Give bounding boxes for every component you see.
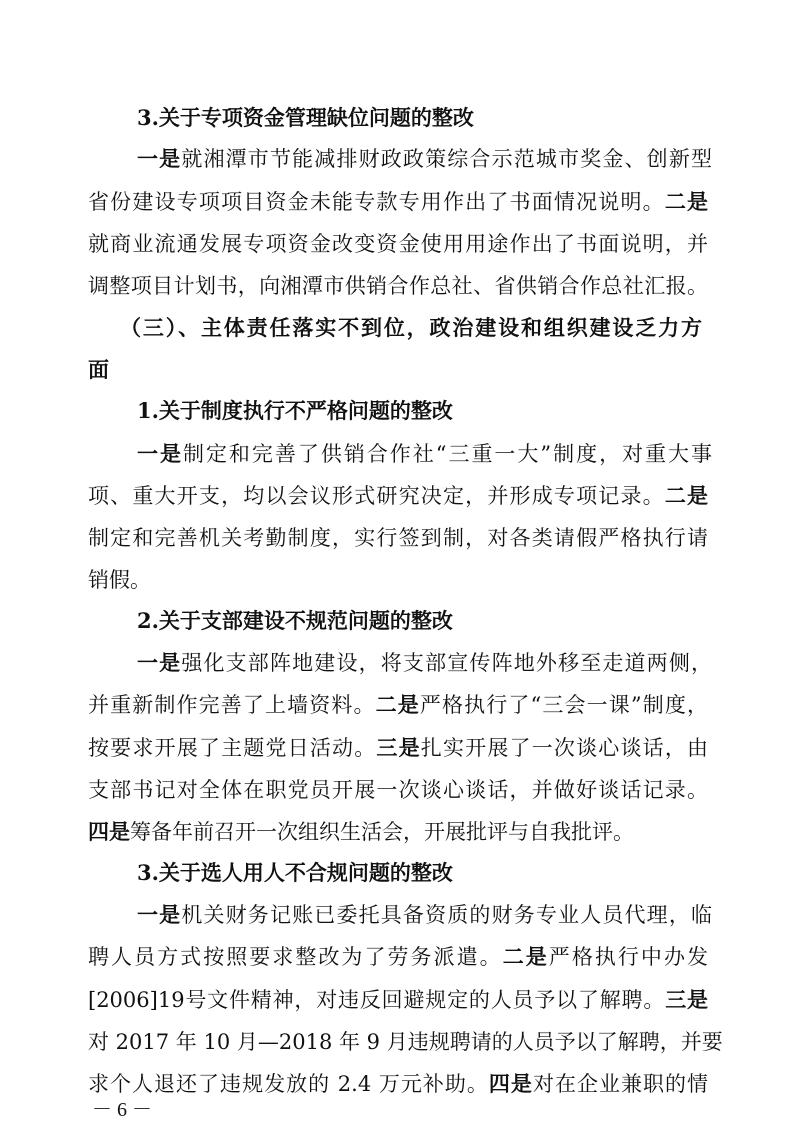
section-heading-branch: 2.关于支部建设不规范问题的整改: [137, 608, 453, 633]
paragraph-text: 对在企业兼职的情: [532, 1072, 709, 1096]
paragraph-line: 对 2017 年 10 月—2018 年 9 月违规聘请的人员予以了解聘，并要: [88, 1030, 723, 1054]
paragraph-line: [88, 733, 708, 763]
paragraph-text: 并重新制作完善了上墙资料。: [88, 693, 376, 717]
paragraph-line: [88, 187, 708, 217]
paragraph-line: 就商业流通发展专项资金改变资金使用用途作出了书面说明，并: [88, 232, 708, 256]
part-heading: （三）、主体责任落实不到位，政治建设和组织建设乏力方: [120, 315, 702, 340]
paragraph-line: [88, 817, 634, 847]
paragraph-text: 就湘潭市节能减排财政政策综合示范城市奖金、创新型: [181, 147, 713, 171]
paragraph-text: 项、重大开支，均以会议形式研究决定，并形成专项记录。: [88, 484, 665, 508]
paragraph-text: 聘人员方式按照要求整改为了劳务派遣。: [88, 945, 503, 969]
paragraph-line: [137, 648, 712, 678]
paragraph-line: [88, 942, 708, 972]
paragraph-text: 严格执行中办发: [548, 945, 709, 969]
lead-marker: 二是: [375, 692, 420, 717]
paragraph-line: 销假。: [88, 568, 151, 592]
paragraph-line: [88, 690, 708, 720]
paragraph-line: 调整项目计划书，向湘潭市供销合作总社、省供销合作总社汇报。: [88, 274, 708, 298]
lead-marker: 二是: [502, 944, 549, 969]
paragraph-line: [137, 900, 712, 930]
section-heading-funds: 3.关于专项资金管理缺位问题的整改: [137, 105, 474, 130]
paragraph-text: 制定和完善了供销合作社“三重一大”制度，对重大事: [182, 442, 712, 466]
lead-marker: 三是: [376, 735, 421, 760]
lead-marker: 三是: [665, 987, 708, 1012]
paragraph-line: 支部书记对全体在职党员开展一次谈心谈话，并做好谈话记录。: [88, 778, 708, 802]
paragraph-line: [137, 439, 712, 469]
paragraph-text: 筹备年前召开一次组织生活会，开展批评与自我批评。: [130, 820, 634, 844]
lead-marker: 一是: [137, 902, 182, 927]
paragraph-text: 省份建设专项项目资金未能专款专用作出了书面情况说明。: [88, 190, 665, 214]
paragraph-text: 按要求开展了主题党日活动。: [88, 736, 377, 760]
lead-marker: 一是: [137, 650, 182, 675]
paragraph-text: 严格执行了“三会一课”制度，: [419, 693, 709, 717]
lead-marker: 四是: [488, 1071, 533, 1096]
paragraph-line: [88, 985, 708, 1015]
part-heading-continued: 面: [88, 357, 109, 382]
lead-marker: 二是: [664, 189, 708, 214]
paragraph-line: 制定和完善机关考勤制度，实行签到制，对各类请假严格执行请: [88, 526, 708, 550]
paragraph-text: 扎实开展了一次谈心谈话，由: [420, 736, 709, 760]
paragraph-text: 机关财务记账已委托具备资质的财务专业人员代理，临: [181, 903, 713, 927]
paragraph-line: [137, 144, 712, 174]
lead-marker: 二是: [664, 483, 708, 508]
paragraph-line: [88, 481, 708, 511]
section-heading-personnel: 3.关于选人用人不合规问题的整改: [137, 860, 453, 885]
lead-marker: 一是: [137, 441, 183, 466]
page-number: － 6 －: [92, 1099, 152, 1121]
paragraph-text: 强化支部阵地建设，将支部宣传阵地外移至走道两侧，: [181, 651, 713, 675]
paragraph-line: [88, 1069, 708, 1099]
lead-marker: 四是: [88, 819, 130, 844]
lead-marker: 一是: [137, 146, 182, 171]
paragraph-text: 求个人退还了违规发放的 2.4 万元补助。: [88, 1072, 489, 1096]
paragraph-text: [2006]19号文件精神，对违反回避规定的人员予以了解聘。: [88, 988, 666, 1012]
section-heading-system: 1.关于制度执行不严格问题的整改: [137, 398, 453, 423]
